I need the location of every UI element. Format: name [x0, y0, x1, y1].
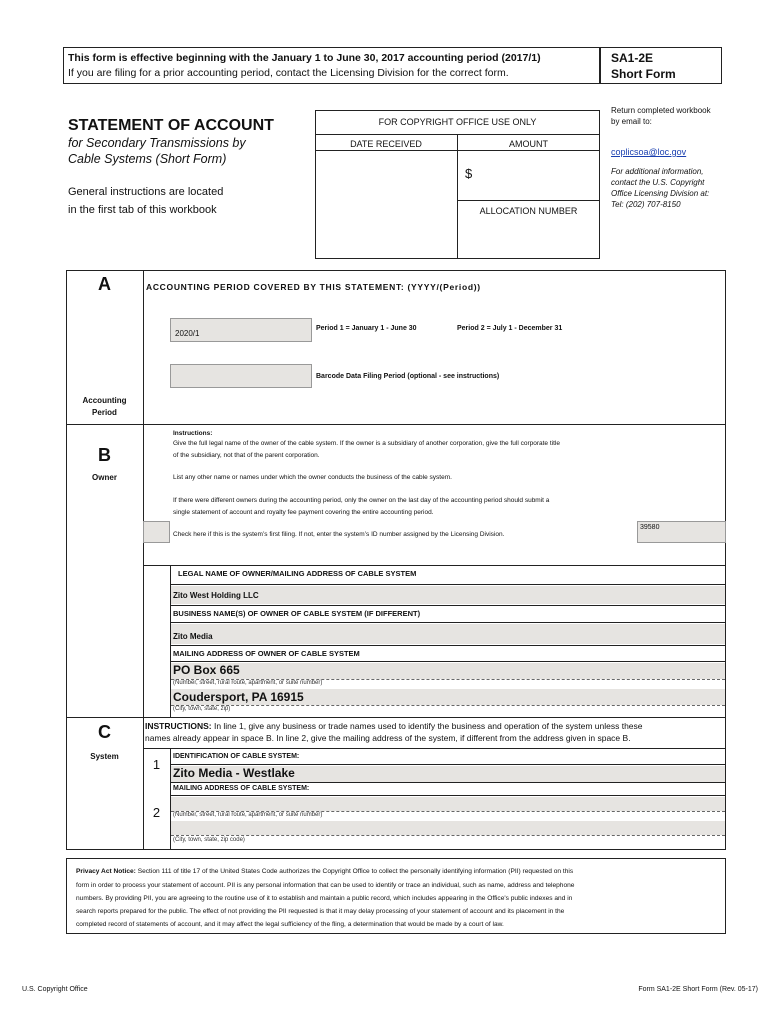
section-c-side-label: System — [90, 752, 119, 761]
privacy-line-1 — [76, 868, 573, 875]
system-mailing-label: MAILING ADDRESS OF CABLE SYSTEM: — [173, 785, 310, 792]
section-b-letter: B — [98, 445, 111, 465]
allocation-number-label: ALLOCATION NUMBER — [479, 206, 578, 216]
section-c-instructions-text-1: In line 1, give any business or trade names used to identify the business and operation of the system unless these — [211, 721, 643, 731]
page-subtitle-2: Cable Systems (Short Form) — [68, 152, 227, 166]
info-line-4: Tel: (202) 707-8150 — [611, 200, 681, 209]
period-2-note: Period 2 = July 1 - December 31 — [457, 325, 563, 332]
section-a-letter: A — [98, 274, 111, 294]
effective-notice-line1: This form is effective beginning with the January 1 to June 30, 2017 accounting period (2017/1) — [68, 52, 541, 64]
email-link[interactable]: coplicsoa@loc.gov — [611, 147, 687, 157]
owner-address-line2-hint: (City, town, state, zip) — [173, 706, 231, 712]
section-c-instructions-bold: INSTRUCTIONS: — [145, 721, 212, 731]
page-subtitle-1: for Secondary Transmissions by — [68, 136, 246, 150]
section-b-instr-2: of the subsidiary, not that of the parent corporation. — [173, 452, 320, 459]
section-b-instr-5: single statement of account and royalty fee payment covering the entire accounting period. — [173, 509, 434, 516]
barcode-period-input[interactable] — [170, 364, 312, 388]
system-address-field[interactable] — [171, 797, 725, 811]
info-line-2: contact the U.S. Copyright — [611, 178, 705, 187]
dollar-sign: $ — [465, 166, 473, 181]
general-instructions-1: General instructions are located — [68, 186, 224, 198]
business-names-label: BUSINESS NAME(S) OF OWNER OF CABLE SYSTEM (IF DIFFERENT) — [173, 609, 421, 618]
owner-address-line1-hint: (Number, street, rural route, apartment, or suite number) — [173, 680, 323, 686]
legal-name-value: Zito West Holding LLC — [173, 591, 259, 600]
section-c-instructions-1 — [145, 721, 643, 731]
section-b-side-label: Owner — [92, 473, 117, 482]
line-2-number: 2 — [152, 805, 161, 820]
section-b-instr-1: Give the full legal name of the owner of the cable system. If the owner is a subsidiary of another corporation, give the full corporate title — [173, 440, 560, 447]
privacy-bold: Privacy Act Notice: — [76, 868, 136, 875]
general-instructions-2: in the first tab of this workbook — [68, 204, 217, 216]
return-line-2: by email to: — [611, 117, 652, 126]
section-a-heading: ACCOUNTING PERIOD COVERED BY THIS STATEMENT: (YYYY/(Period)) — [146, 282, 481, 292]
business-name-value: Zito Media — [173, 632, 213, 641]
first-filing-checkbox[interactable] — [143, 521, 170, 543]
system-address-hint: (Number, street, rural route, apartment, or suite number) — [173, 812, 323, 818]
owner-address-line1-value: PO Box 665 — [173, 663, 240, 677]
legal-name-label: LEGAL NAME OF OWNER/MAILING ADDRESS OF CABLE SYSTEM — [178, 569, 417, 578]
privacy-text-1: Section 111 of title 17 of the United States Code authorizes the Copyright Office to collect the personally identifying information (PII) requested on this — [135, 868, 574, 875]
section-b-instr-4: If there were different owners during the accounting period, only the owner on the last day of the accounting period should submit a — [173, 497, 550, 504]
section-b-instr-3: List any other name or names under which the owner conducts the business of the cable system. — [173, 474, 452, 481]
info-line-3: Office Licensing Division at: — [611, 189, 710, 198]
barcode-label: Barcode Data Filing Period (optional - see instructions) — [316, 373, 500, 380]
info-line-1: For additional information, — [611, 167, 704, 176]
system-city-hint: (City, town, state, zip code) — [173, 837, 245, 843]
form-type: Short Form — [611, 67, 676, 81]
form-id: SA1-2E — [611, 51, 654, 65]
section-b-instructions-heading: Instructions: — [173, 430, 213, 437]
line-1-number: 1 — [152, 757, 161, 772]
system-id-value: 39580 — [640, 524, 660, 531]
section-a-side-label-1: Accounting — [82, 396, 127, 405]
date-received-label: DATE RECEIVED — [350, 139, 422, 149]
owner-address-line1-field[interactable] — [171, 663, 725, 679]
footer-left: U.S. Copyright Office — [22, 986, 88, 993]
business-name-field[interactable] — [171, 624, 725, 644]
section-c-instructions-2: names already appear in space B. In line 2, give the mailing address of the system, if different from the address given in space B. — [145, 733, 631, 743]
privacy-line-4: search reports prepared for the public. The effect of not providing the PII requested is that it may delay processing of your statement of account and its placement in the — [76, 908, 565, 915]
section-c-letter: C — [98, 722, 111, 742]
privacy-line-2: form in order to process your statement of account. PII is any personal information that can be used to identify or trace an individual, such as name, address and telephone — [76, 882, 575, 889]
period-1-note: Period 1 = January 1 - June 30 — [316, 325, 417, 332]
privacy-line-3: numbers. By providing PII, you are agreeing to the routine use of it to establish and maintain a public record, which includes appearing in the Office's public indexes and in — [76, 895, 573, 902]
amount-label: AMOUNT — [509, 139, 548, 149]
system-name-value: Zito Media - Westlake — [173, 766, 295, 780]
owner-address-line2-value: Coudersport, PA 16915 — [173, 690, 304, 704]
effective-notice-line2: If you are filing for a prior accounting period, contact the Licensing Division for the correct form. — [68, 67, 509, 79]
footer-right: Form SA1-2E Short Form (Rev. 05-17) — [638, 986, 758, 993]
owner-mailing-label: MAILING ADDRESS OF OWNER OF CABLE SYSTEM — [173, 649, 360, 658]
privacy-line-5: completed record of statements of account, and it may affect the legal sufficiency of the fling, a determination that would be made by a court of law. — [76, 921, 504, 928]
system-city-field[interactable] — [171, 821, 725, 835]
return-line-1: Return completed workbook — [611, 106, 711, 115]
first-filing-label: Check here if this is the system’s first filing. If not, enter the system’s ID number assigned by the Licensing Division. — [173, 531, 505, 538]
section-a-side-label-2: Period — [92, 408, 117, 417]
accounting-period-value: 2020/1 — [175, 329, 200, 338]
system-id-label: IDENTIFICATION OF CABLE SYSTEM: — [173, 753, 300, 760]
office-use-heading: FOR COPYRIGHT OFFICE USE ONLY — [378, 117, 537, 127]
page-title: STATEMENT OF ACCOUNT — [68, 117, 274, 134]
